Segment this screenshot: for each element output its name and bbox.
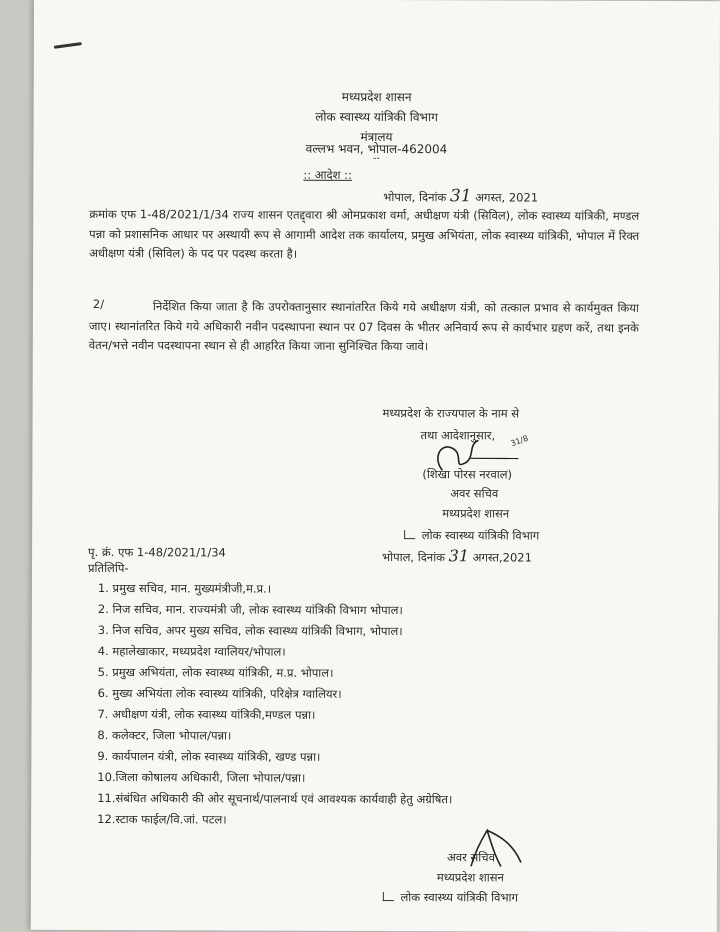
signature-order-line: तथा आदेशानुसार, (420, 428, 496, 443)
order-date-day: 31 (449, 186, 472, 207)
tick-mark (383, 892, 394, 901)
copy-list-item: 8. कलेक्टर, जिला भोपाल/पन्ना। (97, 728, 232, 743)
order-date-rest: अगस्त, 2021 (475, 190, 539, 205)
signatory-designation: अवर सचिव (450, 486, 499, 501)
copy-list-item: 3. निज सचिव, अपर मुख्य सचिव, लोक स्वास्थ्य यांत्रिकी विभाग, भोपाल। (97, 623, 403, 639)
header-line-state: मध्यप्रदेश शासन (341, 89, 412, 105)
header-dash: -- (372, 152, 381, 165)
signatory-2-department-name: लोक स्वास्थ्य यांत्रिकी विभाग (400, 890, 519, 905)
order-date-prefix: भोपाल, दिनांक (383, 190, 447, 205)
order-date (383, 186, 538, 207)
copy-list-item: 5. प्रमुख अभियंता, लोक स्वास्थ्य यांत्रिकी, म.प्र. भोपाल। (97, 665, 334, 680)
order-paragraph-2: निर्देशित किया जाता है कि उपरोक्तानुसार स्थानांतरित किये गये अधीक्षण यंत्री, को तत्काल प्रभाव से कार्यमुक्त किया जाए। स्थानांतरित किये गये अधिकारी नवीन पदस्थापना स्थान पर 07 दिवस के भीतर अनिवार्य रूप से कार्यभार ग्रहण करें, तथा इनके वेतन/भत्ते नवीन पदस्थापना स्थान से ही आहरित किया जाना सुनिश्चित किया जावे। (88, 299, 639, 354)
header-line-address: वल्लभ भवन, भोपाल-462004 (305, 141, 448, 157)
header-line-department: लोक स्वास्थ्य यांत्रिकी विभाग (315, 109, 438, 125)
copy-list-item: 11.संबंधित अधिकारी की ओर सूचनार्थ/पालनार्थ एवं आवश्यक कार्यवाही हेतु अग्रेषित। (97, 791, 453, 807)
signature-initials: 31/8 (509, 433, 530, 449)
copy-list-item: 1. प्रमुख सचिव, मान. मुख्यमंत्रीजी,म.प्र.। (97, 581, 272, 596)
signatory-2-department-state: मध्यप्रदेश शासन (436, 870, 504, 885)
tick-mark (404, 530, 415, 539)
copy-list-item: 7. अधीक्षण यंत्री, लोक स्वास्थ्य यांत्रिकी,मण्डल पन्ना। (97, 707, 316, 722)
endorsement-reference: पृ. क्रं. एफ 1-48/2021/1/34 (88, 544, 226, 560)
endorsement-date (382, 546, 532, 566)
signatory-department (404, 528, 539, 543)
copy-list-item: 6. मुख्य अभियंता लोक स्वास्थ्य यांत्रिकी, परिक्षेत्र ग्वालियर। (97, 686, 342, 701)
signatory-2-department (383, 890, 518, 905)
copy-list-item: 2. निज सचिव, मान. राज्यमंत्री जी, लोक स्वास्थ्य यांत्रिकी विभाग भोपाल। (97, 602, 403, 618)
copy-list-item: 12.स्टाक फाईल/वि.जां. पटल। (97, 812, 227, 827)
signatory-2-designation: अवर सचिव (446, 850, 496, 865)
copy-list-item: 4. महालेखाकार, मध्यप्रदेश ग्वालियर/भोपाल। (97, 644, 286, 659)
document-page (31, 0, 720, 932)
copy-to-label: प्रतिलिपि- (87, 560, 129, 576)
signatory-name: (शिखा पोरस नरवाल) (422, 467, 513, 482)
order-heading: :: आदेश :: (303, 167, 352, 182)
endorsement-date-prefix: भोपाल, दिनांक (382, 550, 446, 565)
endorsement-date-day: 31 (448, 546, 470, 566)
order-paragraph-2-number: 2/ (92, 297, 105, 312)
handwritten-signature-2 (461, 822, 541, 875)
order-document (31, 0, 720, 932)
header-line-ministry: मंत्रालय (360, 129, 393, 145)
endorsement-date-rest: अगस्त,2021 (472, 550, 532, 565)
signatory-department-state: मध्यप्रदेश शासन (442, 506, 510, 521)
copy-list-item: 9. कार्यपालन यंत्री, लोक स्वास्थ्य यांत्रिकी, खण्ड पन्ना। (97, 749, 321, 764)
copy-list-item: 10.जिला कोषालय अधिकारी, जिला भोपाल/पन्ना। (97, 770, 306, 785)
order-paragraph-1: क्रमांक एफ 1-48/2021/1/34 राज्य शासन एतद्द्वारा श्री ओमप्रकाश वर्मा, अधीक्षण यंत्री (सिविल), लोक स्वास्थ्य यांत्रिकी, मण्डल पन्ना को प्रशासनिक आधार पर अस्थायी रूप से आगामी आदेश तक कार्यालय, प्रमुख अभियंता, लोक स्वास्थ्य यांत्रिकी, भोपाल में रिक्त अधीक्षण यंत्री (सिविल) के पद पर पदस्थ करता है। (89, 206, 640, 261)
signature-authority-line: मध्यप्रदेश के राज्यपाल के नाम से (382, 406, 520, 421)
signatory-department-name: लोक स्वास्थ्य यांत्रिकी विभाग (421, 528, 540, 543)
